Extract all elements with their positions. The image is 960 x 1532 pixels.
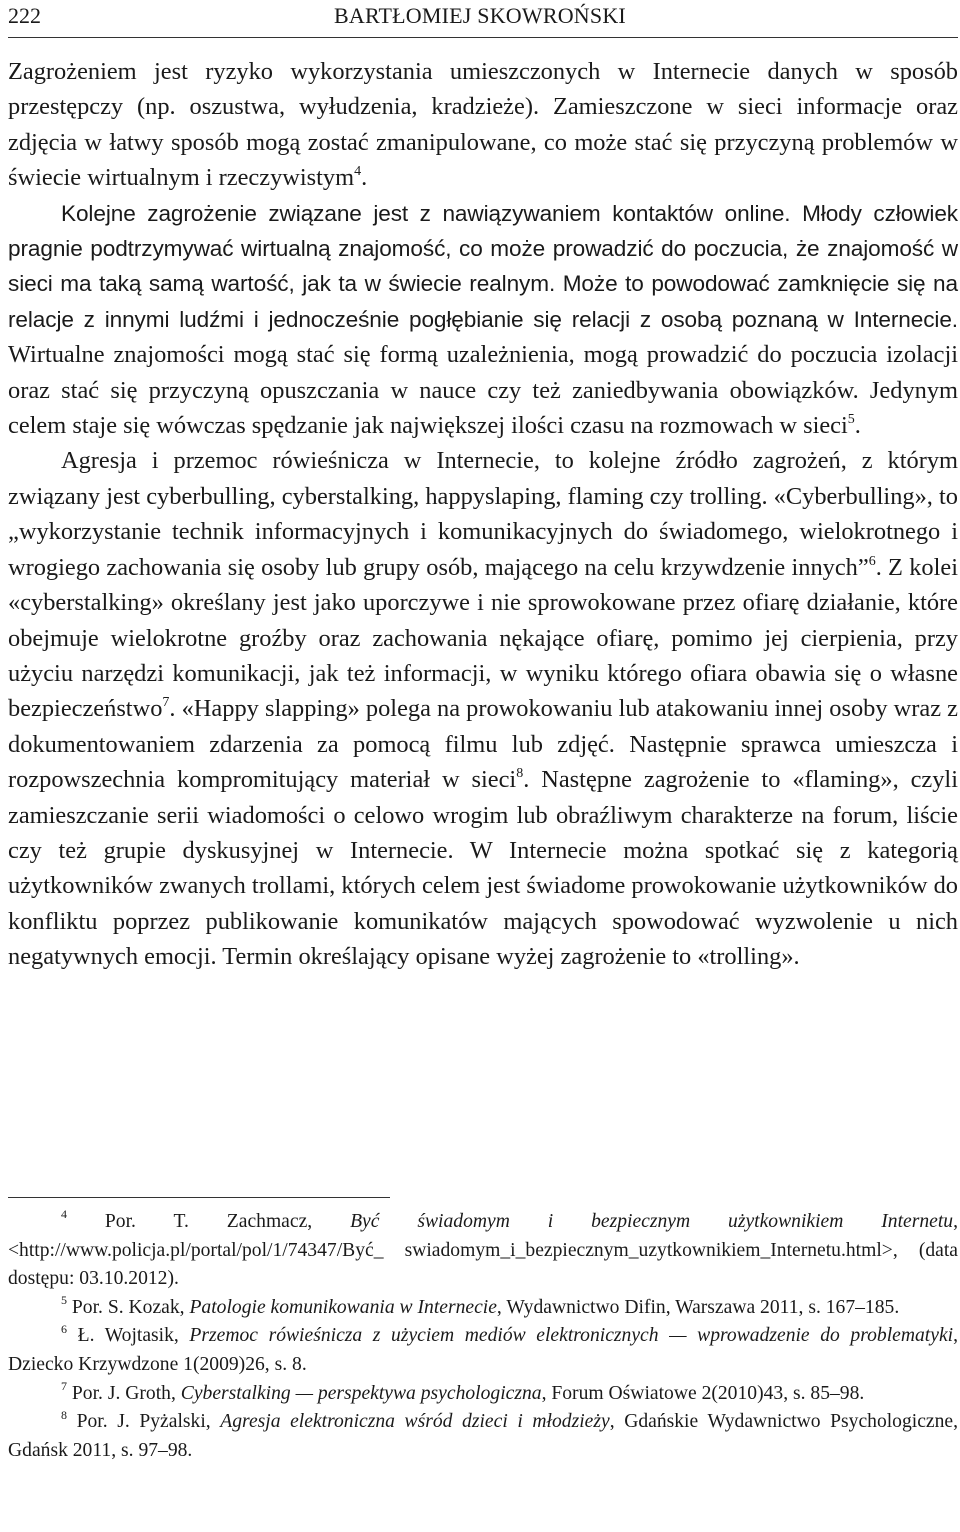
running-head <box>8 2 958 30</box>
footnote-number: 8 <box>61 1407 67 1422</box>
footnote-number: 7 <box>61 1379 67 1394</box>
footnote-ref-4[interactable]: 4 <box>354 164 362 180</box>
paragraph-1-text-d: Wirtualne znajomości mogą stać się formą uzależnienia, mogą prowadzić do poczucia izolacji oraz stać się przyczyną opuszczania w nauce czy też zaniedbywania obowiązków. Jedynym celem staje się wówczas spędzanie jak największej ilości czasu na rozmowach w sieci <box>8 341 958 440</box>
paragraph-2 <box>8 443 958 974</box>
footnote-ref-8[interactable]: 8 <box>516 766 524 781</box>
running-title: BARTŁOMIEJ SKOWROŃSKI <box>334 3 626 28</box>
footnote-number: 4 <box>61 1207 67 1222</box>
footnote-title: Patologie komunikowania w Internecie <box>189 1296 497 1318</box>
paragraph-1-text-b: . <box>361 164 368 192</box>
footnote-text: , Forum Oświatowe 2(2010)43, s. 85–98. <box>541 1382 865 1404</box>
footnote-ref-5[interactable]: 5 <box>847 411 855 427</box>
footnote-title: Cyberstalking — perspektywa psychologiczna <box>180 1382 542 1404</box>
paragraph-1-text-sans: Kolejne zagrożenie związane jest z nawiązywaniem kontaktów online. Młody człowiek pragnie podtrzymywać wirtualną znajomość, co może prowadzić do poczucia, że znajomość w sieci ma taką samą wartość, jak ta w świecie realnym. Może to powodować zamknięcie się na relacje z innymi ludźmi i jednocześnie pogłębianie się relacji z osobą poznaną w Internecie. <box>8 200 958 332</box>
header-rule <box>8 37 958 38</box>
footnote-text: , <http://www.policja.pl/portal/pol/1/74347/Być_ swiadomym_i_bezpiecznym_uzytkownikiem_Internetu.html>, (data dostępu: 03.10.2012). <box>8 1211 958 1290</box>
footnote-7 <box>8 1380 958 1409</box>
paragraph-2-text-a: Agresja i przemoc rówieśnicza w Internecie, to kolejne źródło zagrożeń, z którym związany jest cyberbulling, cyberstalking, happyslaping, flaming czy trolling. «Cyberbulling», to „wykorzystanie technik informacyjnych i komunikacyjnych do świadomego, wielokrotnego i wrogiego zachowania się osoby lub grupy osób, mającego na celu krzywdzenie innych” <box>8 447 958 581</box>
footnote-text: Por. S. Kozak, <box>67 1296 190 1318</box>
footnote-8 <box>8 1408 958 1465</box>
footnote-ref-6[interactable]: 6 <box>868 553 876 569</box>
footnote-text: Ł. Wojtasik, <box>67 1325 190 1347</box>
footnote-6 <box>8 1322 958 1379</box>
paragraph-2-text-b: . Z kolei «cyberstalking» określany jest jako uporczywe i nie sprowokowane przez ofiarę działanie, które obejmuje wielokrotne groźby oraz zachowania nękające ofiarę, pomimo jej cierpienia, przy użyciu narzędzi komunikacji, jak też informacji, w wyniku którego ofiara obawia się o własne bezpieczeństwo <box>8 553 958 723</box>
paragraph-2-text-d: . Następne zagrożenie to «flaming», czyli zamieszczanie serii wiadomości o celowo wrogim lub obraźliwym charakterze na forum, liście czy też grupie dyskusyjnej w Internecie. W Internecie można spotkać się z kategorią użytkowników zwanych trollami, których celem jest świadome prowokowanie użytkowników do konfliktu poprzez publikowanie komunikatów mających spowodować wyzwolenie u nich negatywnych emocji. Termin określający opisane wyżej zagrożenie to «trolling». <box>8 766 958 971</box>
paragraph-1-continued <box>8 196 958 444</box>
footnote-text: Por. T. Zachmacz, <box>67 1211 351 1232</box>
footnote-text: , Wydawnictwo Difin, Warszawa 2011, s. 167–185. <box>496 1296 900 1318</box>
paragraph-1 <box>8 54 958 196</box>
footnote-text: , Gdańskie Wydawnictwo Psychologiczne, Gdańsk 2011, s. 97–98. <box>8 1411 959 1461</box>
page-number: 222 <box>8 3 41 28</box>
paragraph-1-text-e: . <box>854 412 861 440</box>
footnotes <box>8 1208 958 1465</box>
footnote-number: 5 <box>61 1293 67 1308</box>
paragraph-2-text-c: . «Happy slapping» polega na prowokowaniu lub atakowaniu innej osoby wraz z dokumentowaniem zdarzenia za pomocą filmu lub zdjęć. Następnie sprawca umieszcza i rozpowszechnia kompromitujący materiał w sieci <box>8 695 958 794</box>
footnote-text: , Dziecko Krzywdzone 1(2009)26, s. 8. <box>8 1325 958 1375</box>
document-page <box>8 0 958 1532</box>
body-text <box>8 54 958 975</box>
footnote-title: Być świadomym i bezpiecznym użytkownikiem Internetu <box>350 1211 954 1232</box>
footnote-number: 6 <box>61 1321 67 1336</box>
footnote-4 <box>8 1208 958 1294</box>
footnote-rule <box>8 1197 390 1198</box>
footnote-text: Por. J. Groth, <box>67 1382 181 1404</box>
footnote-title: Agresja elektroniczna wśród dzieci i młodzieży <box>220 1411 610 1433</box>
footnote-title: Przemoc rówieśnicza z użyciem mediów elektronicznych — wprowadzenie do problematyki <box>189 1325 954 1347</box>
footnote-5 <box>8 1294 958 1323</box>
paragraph-1-text-a: Zagrożeniem jest ryzyko wykorzystania umieszczonych w Internecie danych w sposób przestępczy (np. oszustwa, wyłudzenia, kradzieże). Zamieszczone w sieci informacje oraz zdjęcia w łatwy sposób mogą zostać zmanipulowane, co może stać się przyczyną problemów w świecie wirtualnym i rzeczywistym <box>8 58 958 192</box>
footnote-text: Por. J. Pyżalski, <box>67 1411 221 1433</box>
footnote-ref-7[interactable]: 7 <box>162 695 170 711</box>
